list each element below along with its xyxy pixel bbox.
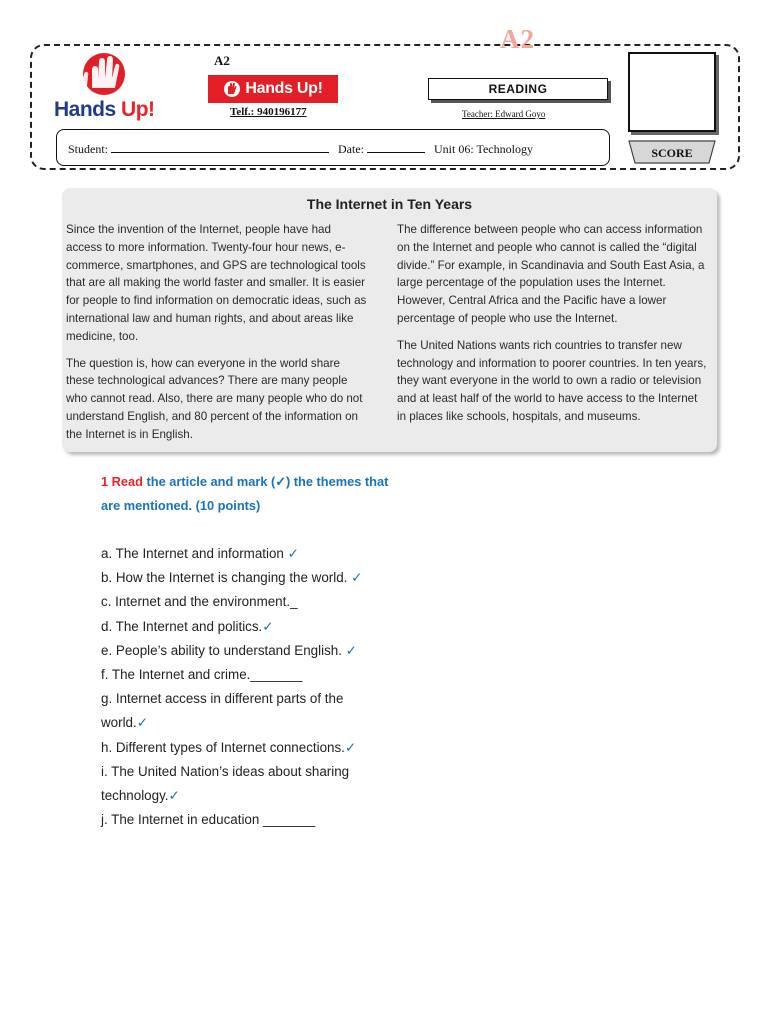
- list-item[interactable]: [101, 663, 381, 687]
- check-mark-icon: ✓: [287, 546, 299, 561]
- check-mark-icon: ✓: [136, 715, 148, 731]
- article-paragraph: The question is, how can everyone in the world share these technological advances? There are many people who cannot read. Also, there are many people who do not understand English, and 80 percent of the information on the Internet is in English.: [66, 356, 363, 441]
- unit-label: Unit 06: Technology: [434, 142, 533, 156]
- item-text: b. How the Internet is changing the world.: [101, 570, 352, 586]
- level-watermark: A2: [500, 24, 535, 54]
- article-paragraph: The difference between people who can access information on the Internet and people who cannot is called the “digital divide.” For example, in Scandinavia and South East Asia, a large percentage of the population uses the Internet. However, Central Africa and the Pacific have a lower percentage of people who use the Internet.: [397, 223, 705, 325]
- article-paragraph: The United Nations wants rich countries to transfer new technology and information to poorer countries. In ten years, they want everyone in the world to own a radio or television and at least half of the world to have access to the Internet in places like schools, hospitals, and museums.: [397, 338, 707, 423]
- section-label: READING: [428, 78, 608, 100]
- score-label: SCORE: [651, 146, 693, 160]
- brand-name-main: Hands: [54, 98, 116, 121]
- article-paragraph: Since the invention of the Internet, people have had access to more information. Twenty-four hour news, e-commerce, smartphones, and GPS are technological tools that are all making the world faster and smaller. It is easier for people to find information on democratic ideas, such as international law and human rights, and about areas like medicine, too.: [66, 223, 367, 343]
- list-item[interactable]: [101, 736, 381, 760]
- list-item[interactable]: [101, 542, 381, 566]
- student-name-field[interactable]: [111, 141, 329, 153]
- item-text: g. Internet access in different parts of the world.: [101, 691, 344, 731]
- item-text: c. Internet and the environment._: [101, 594, 298, 610]
- article-left-column: [66, 221, 368, 453]
- student-info-line: [68, 141, 533, 157]
- brand-name: [54, 98, 155, 122]
- item-text: j. The Internet in education _______: [101, 812, 316, 828]
- item-text: h. Different types of Internet connections.: [101, 739, 345, 755]
- check-mark-icon: ✓: [351, 570, 363, 586]
- item-text: f. The Internet and crime._______: [101, 667, 303, 683]
- brand-banner-text: Hands Up!: [245, 80, 323, 97]
- date-field[interactable]: [367, 141, 425, 153]
- check-mark-icon: ✓: [345, 642, 357, 658]
- item-text: i. The United Nation’s ideas about sharing technology.: [101, 763, 350, 804]
- list-item[interactable]: [101, 639, 381, 663]
- check-mark-icon: ✓: [168, 788, 180, 804]
- list-item[interactable]: [101, 760, 381, 808]
- item-text: e. People’s ability to understand English.: [101, 642, 346, 658]
- list-item[interactable]: [101, 687, 381, 735]
- hand-icon: [223, 80, 241, 98]
- list-item[interactable]: [101, 808, 381, 832]
- exercise-number: 1 Read: [101, 474, 143, 489]
- teacher-name: Teacher: Edward Goyo: [462, 109, 546, 119]
- check-mark-icon: ✓: [344, 739, 357, 755]
- phone-number: Telf.: 940196177: [230, 106, 307, 118]
- theme-list: [101, 542, 381, 832]
- list-item[interactable]: [101, 615, 381, 639]
- check-mark-icon: ✓: [262, 618, 274, 634]
- date-label: Date:: [338, 142, 365, 156]
- exercise-instruction: [101, 470, 401, 518]
- brand-name-accent: Up!: [121, 98, 155, 121]
- student-label: Student:: [68, 142, 109, 156]
- item-text: d. The Internet and politics.: [101, 618, 263, 634]
- list-item[interactable]: [101, 590, 381, 614]
- score-box[interactable]: [628, 52, 716, 132]
- list-item[interactable]: [101, 566, 381, 590]
- level-label: A2: [214, 53, 230, 68]
- article-right-column: [397, 221, 709, 435]
- brand-banner: [208, 75, 338, 103]
- item-text: a. The Internet and information: [101, 546, 288, 561]
- article-title: The Internet in Ten Years: [306, 196, 473, 212]
- exercise-instruction-text: the article and mark (✓) the themes that are mentioned. (10 points): [101, 474, 389, 513]
